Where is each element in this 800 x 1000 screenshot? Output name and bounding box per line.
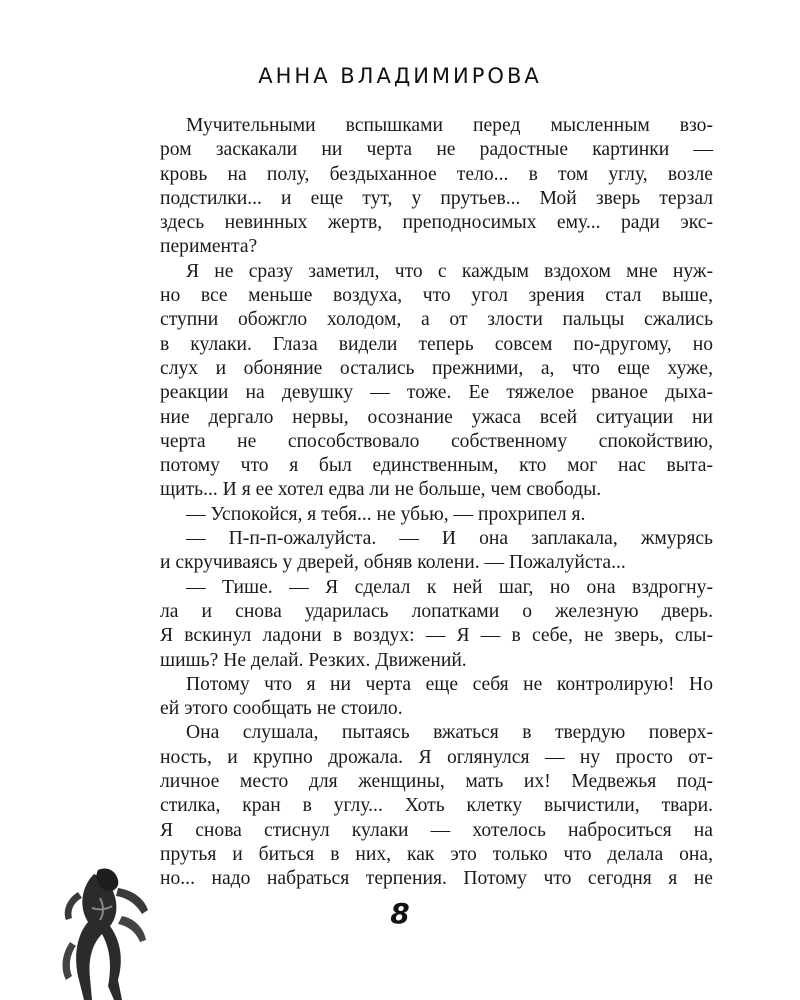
text-line: ла и снова ударилась лопатками о железную дверь. [160,600,713,622]
text-line: стилка, кран в углу... Хоть клетку вычистили, твари. [160,795,713,817]
text-line: ром заскакали ни черта не радостные картинки — [160,139,713,161]
text-line: здесь невинных жертв, преподносимых ему... ради экс- [160,212,713,234]
text-line: шишь? Не делай. Резких. Движений. [160,649,467,671]
text-line: ей этого сообщать не стоило. [160,698,403,720]
text-line: но все меньше воздуха, что угол зрения стал выше, [160,285,713,307]
text-line: Я снова стиснул кулаки — хотелось наброситься на [160,819,713,841]
text-line: личное место для женщины, мать их! Медвежья под- [160,771,713,793]
text-line: Мучительными вспышками перед мысленным взо- [186,115,713,136]
text-line: перимента? [160,236,258,258]
text-line: в кулаки. Глаза видели теперь совсем по-другому, но [160,333,713,355]
text-line: слух и обоняние остались прежними, а, что еще хуже, [160,357,713,379]
page-number: 8 [390,897,410,930]
text-line: — Успокойся, я тебя... не убью, — прохрипел я. [186,503,586,525]
text-line: кровь на полу, бездыханное тело... в том углу, возле [160,163,713,185]
text-line: черта не способствовало собственному спокойствию, [160,430,713,452]
text-line: — Тише. — Я сделал к ней шаг, но она вздрогну- [186,576,713,598]
text-line: — П-п-п-ожалуйста. — И она заплакала, жмурясь [186,528,713,550]
text-line: потому что я был единственным, кто мог нас выта- [160,455,713,477]
text-line: щить... И я ее хотел едва ли не больше, чем свободы. [160,479,602,501]
text-line: подстилки... и еще тут, у прутьев... Мой зверь терзал [160,187,713,209]
text-line: ние дергало нервы, осознание ужаса всей ситуации ни [160,406,713,428]
text-line: реакции на девушку — тоже. Ее тяжелое рваное дыха- [160,382,713,404]
text-line: и скручиваясь у дверей, обняв колени. — Пожалуйста... [160,552,626,574]
text-line: прутья и биться в них, как это только что делала она, [160,843,713,865]
text-line: ность, и крупно дрожала. Я оглянулся — ну просто от- [160,746,713,768]
text-line: Я не сразу заметил, что с каждым вздохом мне нуж- [186,260,713,282]
text-line: Она слушала, пытаясь вжаться в твердую поверх- [186,722,713,744]
text-line: ступни обожгло холодом, а от злости пальцы сжались [160,309,713,331]
text-line: Потому что я ни черта еще себя не контролирую! Но [186,673,713,695]
text-line: но... надо набраться терпения. Потому что сегодня я не [160,868,713,890]
body-text [160,114,713,892]
text-line: Я вскинул ладони в воздух: — Я — в себе, не зверь, слы- [160,625,713,647]
running-header: АННА ВЛАДИМИРОВА [258,64,542,88]
